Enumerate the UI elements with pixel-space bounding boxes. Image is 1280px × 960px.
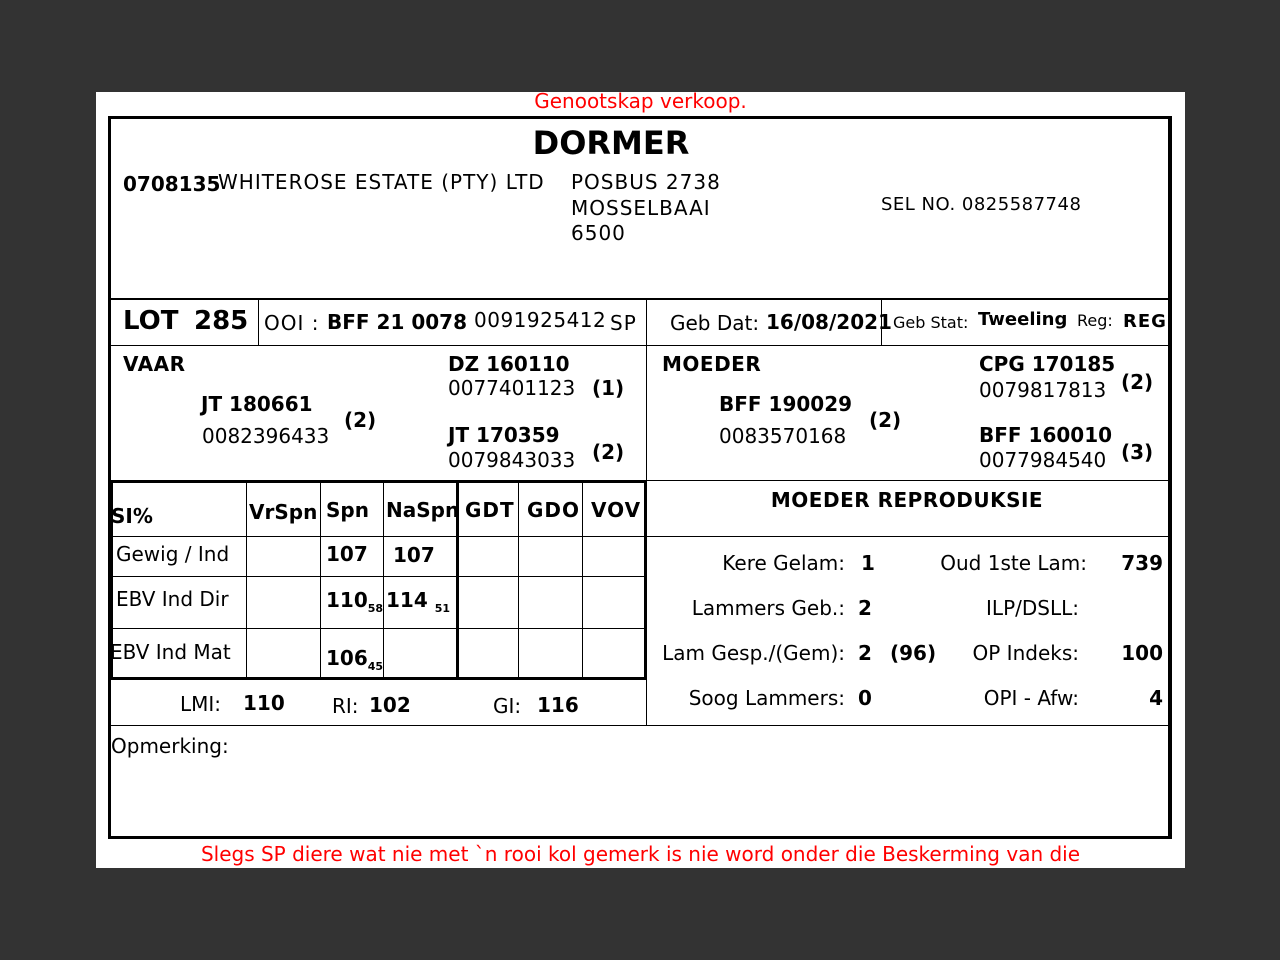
lmi-value: 110 <box>243 691 285 715</box>
op-value: 100 <box>1121 641 1163 665</box>
repro-title: MOEDER REPRODUKSIE <box>770 488 1044 512</box>
si-row-2 <box>110 576 647 577</box>
ooi-id: BFF 21 0078 <box>327 310 467 334</box>
kere-label: Kere Gelam: <box>722 551 845 575</box>
si-table-top <box>110 480 647 483</box>
moeder-label: MOEDER <box>662 352 762 376</box>
vaar-dam-code: 0079843033 <box>448 448 576 472</box>
vaar-sire-id: DZ 160110 <box>448 352 570 376</box>
gesp-value: 2 <box>858 641 872 665</box>
si-row-3 <box>110 628 647 629</box>
spn-header: Spn <box>326 498 369 522</box>
vrspn-header: VrSpn <box>249 500 318 524</box>
indices-bottom <box>110 725 1172 726</box>
vaar-label: VAAR <box>123 352 186 376</box>
moeder-sire-count: (2) <box>1121 370 1154 394</box>
geb-stat-label: Geb Stat: <box>893 313 969 332</box>
gdo-header: GDO <box>527 498 581 522</box>
ooi-code: 0091925412 <box>474 308 607 332</box>
row-gewig-spn: 107 <box>326 542 368 566</box>
gi-label: GI: <box>493 694 522 718</box>
moeder-dam-code: 0077984540 <box>979 448 1107 472</box>
lammers-value: 2 <box>858 596 872 620</box>
frame-top <box>108 116 1172 119</box>
lot-row-bottom <box>108 345 1172 346</box>
opi-value: 4 <box>1149 686 1163 710</box>
row-dir-label: EBV Ind Dir <box>116 587 229 611</box>
reg-value: REG <box>1123 311 1167 332</box>
breeder-number: 0708135 <box>123 172 221 196</box>
gdt-header: GDT <box>465 498 515 522</box>
frame-right <box>1168 116 1172 839</box>
vaar-code: 0082396433 <box>202 424 330 448</box>
row-mat-spn: $106_{45}$ <box>326 646 384 673</box>
frame-left <box>108 116 111 839</box>
row-dir-spn: $110_{58}$ <box>326 588 384 615</box>
gem-value: (96) <box>890 641 937 665</box>
vov-header: VOV <box>591 498 642 522</box>
vaar-sire-count: (1) <box>592 376 625 400</box>
vaar-id: JT 180661 <box>201 392 313 416</box>
lot-number: 285 <box>194 306 249 336</box>
naspn-header: NaSpn <box>386 498 460 522</box>
moeder-count: (2) <box>869 408 902 432</box>
lot-label: LOT <box>123 306 179 336</box>
si-col-3 <box>383 480 384 678</box>
breeder-address-3: 6500 <box>571 221 626 245</box>
reg-label: Reg: <box>1077 311 1113 330</box>
moeder-dam-count: (3) <box>1121 440 1154 464</box>
vaar-sire-code: 0077401123 <box>448 376 576 400</box>
footer-note: Slegs SP diere wat nie met `n rooi kol gemerk is nie word onder die Beskerming van die <box>200 842 1081 866</box>
moeder-sire-code: 0079817813 <box>979 378 1107 402</box>
oud-label: Oud 1ste Lam: <box>940 551 1087 575</box>
gi-value: 116 <box>537 693 579 717</box>
si-row-1 <box>110 536 647 537</box>
header-note: Genootskap verkoop. <box>534 92 747 113</box>
breeder-address-2: MOSSELBAAI <box>571 196 711 220</box>
breeder-address-1: POSBUS 2738 <box>571 170 721 194</box>
si-col-1 <box>246 480 247 678</box>
si-col-6 <box>582 480 583 678</box>
opi-label: OPI - Afw: <box>983 686 1079 710</box>
moeder-dam-id: BFF 160010 <box>979 423 1113 447</box>
opmerking-label: Opmerking: <box>111 734 229 758</box>
ooi-label: OOI : <box>264 311 320 335</box>
vaar-dam-count: (2) <box>592 440 625 464</box>
si-col-5 <box>518 480 519 678</box>
ri-label: RI: <box>332 694 359 718</box>
lot-row-top <box>108 298 1172 300</box>
soog-value: 0 <box>858 686 872 710</box>
moeder-sire-id: CPG 170185 <box>979 352 1116 376</box>
si-header: SI% <box>111 504 153 528</box>
breeder-name: WHITEROSE ESTATE (PTY) LTD <box>218 170 545 194</box>
vaar-count: (2) <box>344 408 377 432</box>
geb-dat-value: 16/08/2021 <box>766 310 892 334</box>
ooi-type: SP <box>610 311 637 335</box>
row-mat-label: EBV Ind Mat <box>110 640 231 664</box>
geb-dat-label: Geb Dat: <box>670 311 760 335</box>
row-dir-naspn: 114 $_{51}$ <box>386 588 451 615</box>
oud-value: 739 <box>1121 551 1163 575</box>
op-label: OP Indeks: <box>972 641 1079 665</box>
repro-title-bottom <box>647 536 1172 537</box>
breeder-cell: SEL NO. 0825587748 <box>881 194 1082 215</box>
lammers-label: Lammers Geb.: <box>691 596 845 620</box>
frame-bottom <box>108 836 1172 839</box>
sale-catalogue-card <box>96 92 1185 868</box>
si-col-2 <box>320 480 321 678</box>
kere-value: 1 <box>861 551 875 575</box>
gesp-label: Lam Gesp./(Gem): <box>662 641 845 665</box>
vaar-dam-id: JT 170359 <box>448 423 560 447</box>
lot-divider <box>258 298 259 346</box>
geb-stat-value: Tweeling <box>978 309 1068 330</box>
soog-label: Soog Lammers: <box>688 686 845 710</box>
lmi-label: LMI: <box>180 692 222 716</box>
row-gewig-label: Gewig / Ind <box>116 542 230 566</box>
ri-value: 102 <box>369 693 411 717</box>
si-table-bottom <box>110 677 647 680</box>
breed-title: DORMER <box>532 124 690 162</box>
moeder-code: 0083570168 <box>719 424 847 448</box>
ilp-label: ILP/DSLL: <box>986 596 1079 620</box>
row-gewig-naspn: 107 <box>393 543 435 567</box>
moeder-id: BFF 190029 <box>719 392 853 416</box>
